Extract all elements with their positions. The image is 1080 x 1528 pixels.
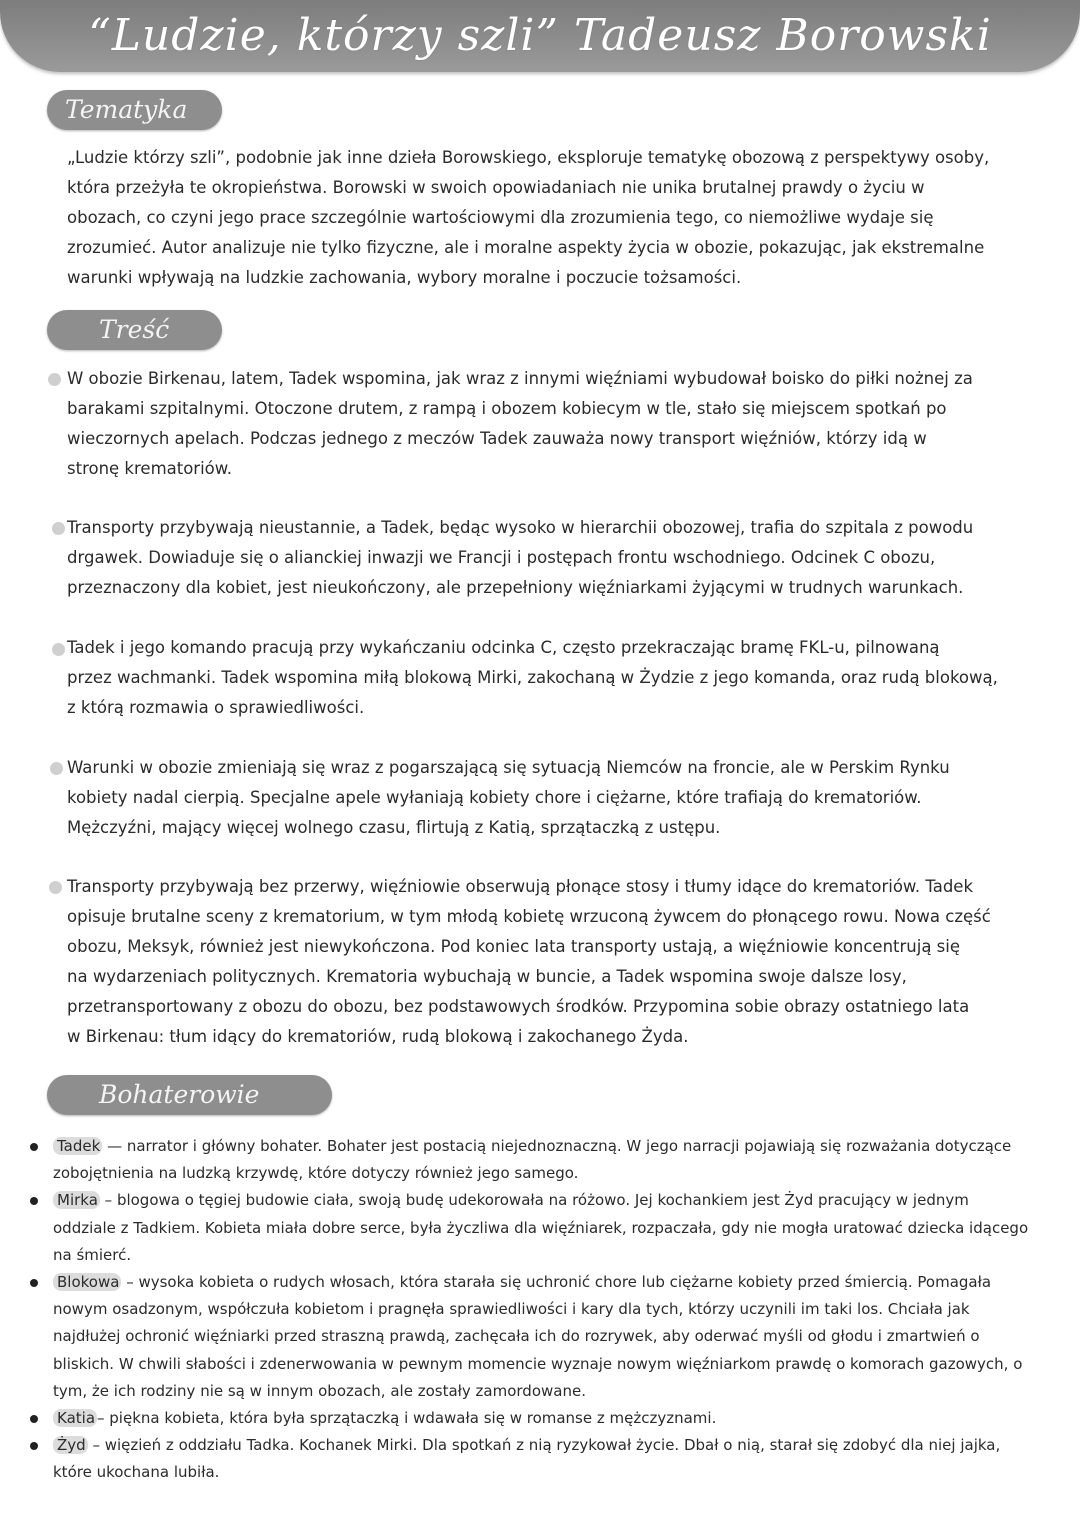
text-line: – blogowa o tęgiej budowie ciała, swoją budę udekorowała na różowo. Jej kochankiem jest Żyd pracujący w jednym — [99, 1191, 969, 1210]
text-line: – wysoka kobieta o rudych włosach, która starała się uchronić chore lub ciężarne kobiety przed śmiercią. Pomagała — [121, 1273, 992, 1292]
section-heading-tresc — [47, 310, 222, 350]
character-item — [30, 1405, 1060, 1432]
text-line: wieczornych apelach. Podczas jednego z meczów Tadek zauważa nowy transport więźniów, którzy idą w — [67, 429, 927, 448]
tresc-paragraph-3 — [67, 633, 1057, 723]
text-line: tym, że ich rodziny nie są w innym obozach, ale zostały zamordowane. — [53, 1381, 586, 1400]
character-name: Blokowa — [53, 1273, 121, 1291]
text-line: Warunki w obozie zmieniają się wraz z pogarszającą się sytuacją Niemców na froncie, ale w Perskim Rynku — [67, 758, 950, 777]
text-line: obozach, co czyni jego prace szczególnie wartościowymi dla zrozumienia tego, co niemożliwe wydaje się — [67, 208, 934, 227]
tresc-paragraph-4 — [67, 753, 1057, 843]
bullet-dot — [50, 762, 63, 775]
bullet-dot — [52, 522, 65, 535]
bullet-dot — [30, 1442, 38, 1450]
text-line: opisuje brutalne sceny z krematorium, w tym młodą kobietę wrzuconą żywcem do płonącego rowu. Nowa część — [67, 907, 991, 926]
section-heading-label: Treść — [99, 315, 170, 344]
text-line: „Ludzie którzy szli”, podobnie jak inne dzieła Borowskiego, eksploruje tematykę obozową z perspektywy osoby, — [67, 148, 990, 167]
text-line: oddziale z Tadkiem. Kobieta miała dobre serce, była życzliwa dla więźniarek, rozpaczała, gdy nie mogła uratować dziecka idącego — [53, 1218, 1029, 1237]
title-bar — [0, 0, 1080, 72]
character-name: Katia — [53, 1409, 97, 1427]
character-name: Żyd — [53, 1436, 88, 1454]
page-title: “Ludzie, którzy szli” Tadeusz Borowski — [88, 10, 992, 61]
text-line: które ukochana lubiła. — [53, 1463, 220, 1482]
tematyka-paragraph — [67, 143, 1057, 293]
bullet-dot — [48, 373, 61, 386]
section-heading-label: Tematyka — [65, 95, 188, 124]
text-line: Tadek i jego komando pracują przy wykańczaniu odcinka C, często przekraczając bramę FKL-u, pilnowaną — [67, 638, 940, 657]
text-line: – więzień z oddziału Tadka. Kochanek Mirki. Dla spotkań z nią ryzykował życie. Dbał o nią, starał się zdobyć dla niej jajka, — [87, 1436, 1001, 1455]
text-line: na wydarzeniach politycznych. Krematoria wybuchają w buncie, a Tadek wspomina swoje dalsze losy, — [67, 967, 907, 986]
text-line: zrozumieć. Autor analizuje nie tylko fizyczne, ale i moralne aspekty życia w obozie, pokazując, jak ekstremalne — [67, 238, 985, 257]
bullet-dot — [30, 1279, 38, 1287]
text-line: Transporty przybywają nieustannie, a Tadek, będąc wysoko w hierarchii obozowej, trafia do szpitala z powodu — [67, 518, 974, 537]
text-line: — narrator i główny bohater. Bohater jest postacią niejednoznaczną. W jego narracji pojawiają się rozważania dotyczące — [102, 1137, 1012, 1155]
characters-list — [30, 1133, 1060, 1487]
tresc-paragraph-2 — [67, 513, 1057, 603]
bullet-dot — [30, 1415, 38, 1423]
text-line: Transporty przybywają bez przerwy, więźniowie obserwują płonące stosy i tłumy idące do krematoriów. Tadek — [67, 877, 974, 896]
text-line: z którą rozmawia o sprawiedliwości. — [67, 698, 365, 717]
text-line: kobiety nadal cierpią. Specjalne apele wyłaniają kobiety chore i ciężarne, które trafiają do krematoriów. — [67, 788, 922, 807]
text-line: przetransportowany z obozu do obozu, bez podstawowych środków. Przypomina sobie obrazy ostatniego lata — [67, 997, 970, 1016]
text-line: warunki wpływają na ludzkie zachowania, wybory moralne i poczucie tożsamości. — [67, 268, 742, 287]
character-name: Mirka — [53, 1191, 100, 1209]
text-line: W obozie Birkenau, latem, Tadek wspomina, jak wraz z innymi więźniami wybudował boisko do piłki nożnej za — [67, 369, 973, 388]
text-line: na śmierć. — [53, 1245, 132, 1264]
section-heading-label: Bohaterowie — [99, 1080, 260, 1109]
character-item — [30, 1269, 1060, 1405]
character-item — [30, 1432, 1060, 1486]
text-line: zobojętnienia na ludzką krzywdę, które dotyczy również jego samego. — [53, 1164, 579, 1183]
character-item — [30, 1133, 1060, 1187]
section-heading-tematyka — [47, 90, 222, 130]
bullet-dot — [30, 1197, 38, 1205]
section-heading-bohaterowie — [47, 1075, 332, 1115]
tresc-paragraph-5 — [67, 872, 1057, 1052]
character-name: Tadek — [53, 1137, 102, 1155]
text-line: Mężczyźni, mający więcej wolnego czasu, flirtują z Katią, sprzątaczką z ustępu. — [67, 818, 721, 837]
text-line: przeznaczony dla kobiet, jest nieukończony, ale przepełniony więźniarkami żyjącymi w trudnych warunkach. — [67, 578, 964, 597]
text-line: obozu, Meksyk, również jest niewykończona. Pod koniec lata transporty ustają, a więźniowie koncentrują się — [67, 937, 961, 956]
text-line: stronę krematoriów. — [67, 459, 232, 478]
text-line: barakami szpitalnymi. Otoczone drutem, z rampą i obozem kobiecym w tle, stało się miejscem spotkań po — [67, 399, 947, 418]
text-line: bliskich. W chwili słabości i zdenerwowania w pewnym momencie wyznaje nowym więźniarkom prawdę o komorach gazowych, o — [53, 1354, 1023, 1373]
bullet-dot — [52, 643, 65, 656]
character-item — [30, 1187, 1060, 1269]
text-line: w Birkenau: tłum idący do krematoriów, rudą blokową i zakochanego Żyda. — [67, 1027, 689, 1046]
text-line: nowym osadzonym, współczuła kobietom i pragnęła sprawiedliwości i kary dla tych, którzy uczynili im taki los. Chciała jak — [53, 1300, 970, 1319]
bullet-dot — [30, 1143, 38, 1151]
text-line: przez wachmanki. Tadek wspomina miłą blokową Mirki, zakochaną w Żydzie z jego komanda, oraz rudą blokową, — [67, 668, 998, 687]
text-line: drgawek. Dowiaduje się o alianckiej inwazji we Francji i postępach frontu wschodniego. Odcinek C obozu, — [67, 548, 936, 567]
text-line: która przeżyła te okropieństwa. Borowski w swoich opowiadaniach nie unika brutalnej prawdy o życiu w — [67, 178, 925, 197]
text-line: – piękna kobieta, która była sprzątaczką i wdawała się w romanse z mężczyznami. — [97, 1409, 717, 1428]
tresc-paragraph-1 — [67, 364, 1057, 484]
bullet-dot — [49, 881, 62, 894]
text-line: najdłużej ochronić więźniarki przed straszną prawdą, zachęcała ich do rozrywek, aby oderwać myśli od głodu i zmartwień o — [53, 1327, 980, 1346]
